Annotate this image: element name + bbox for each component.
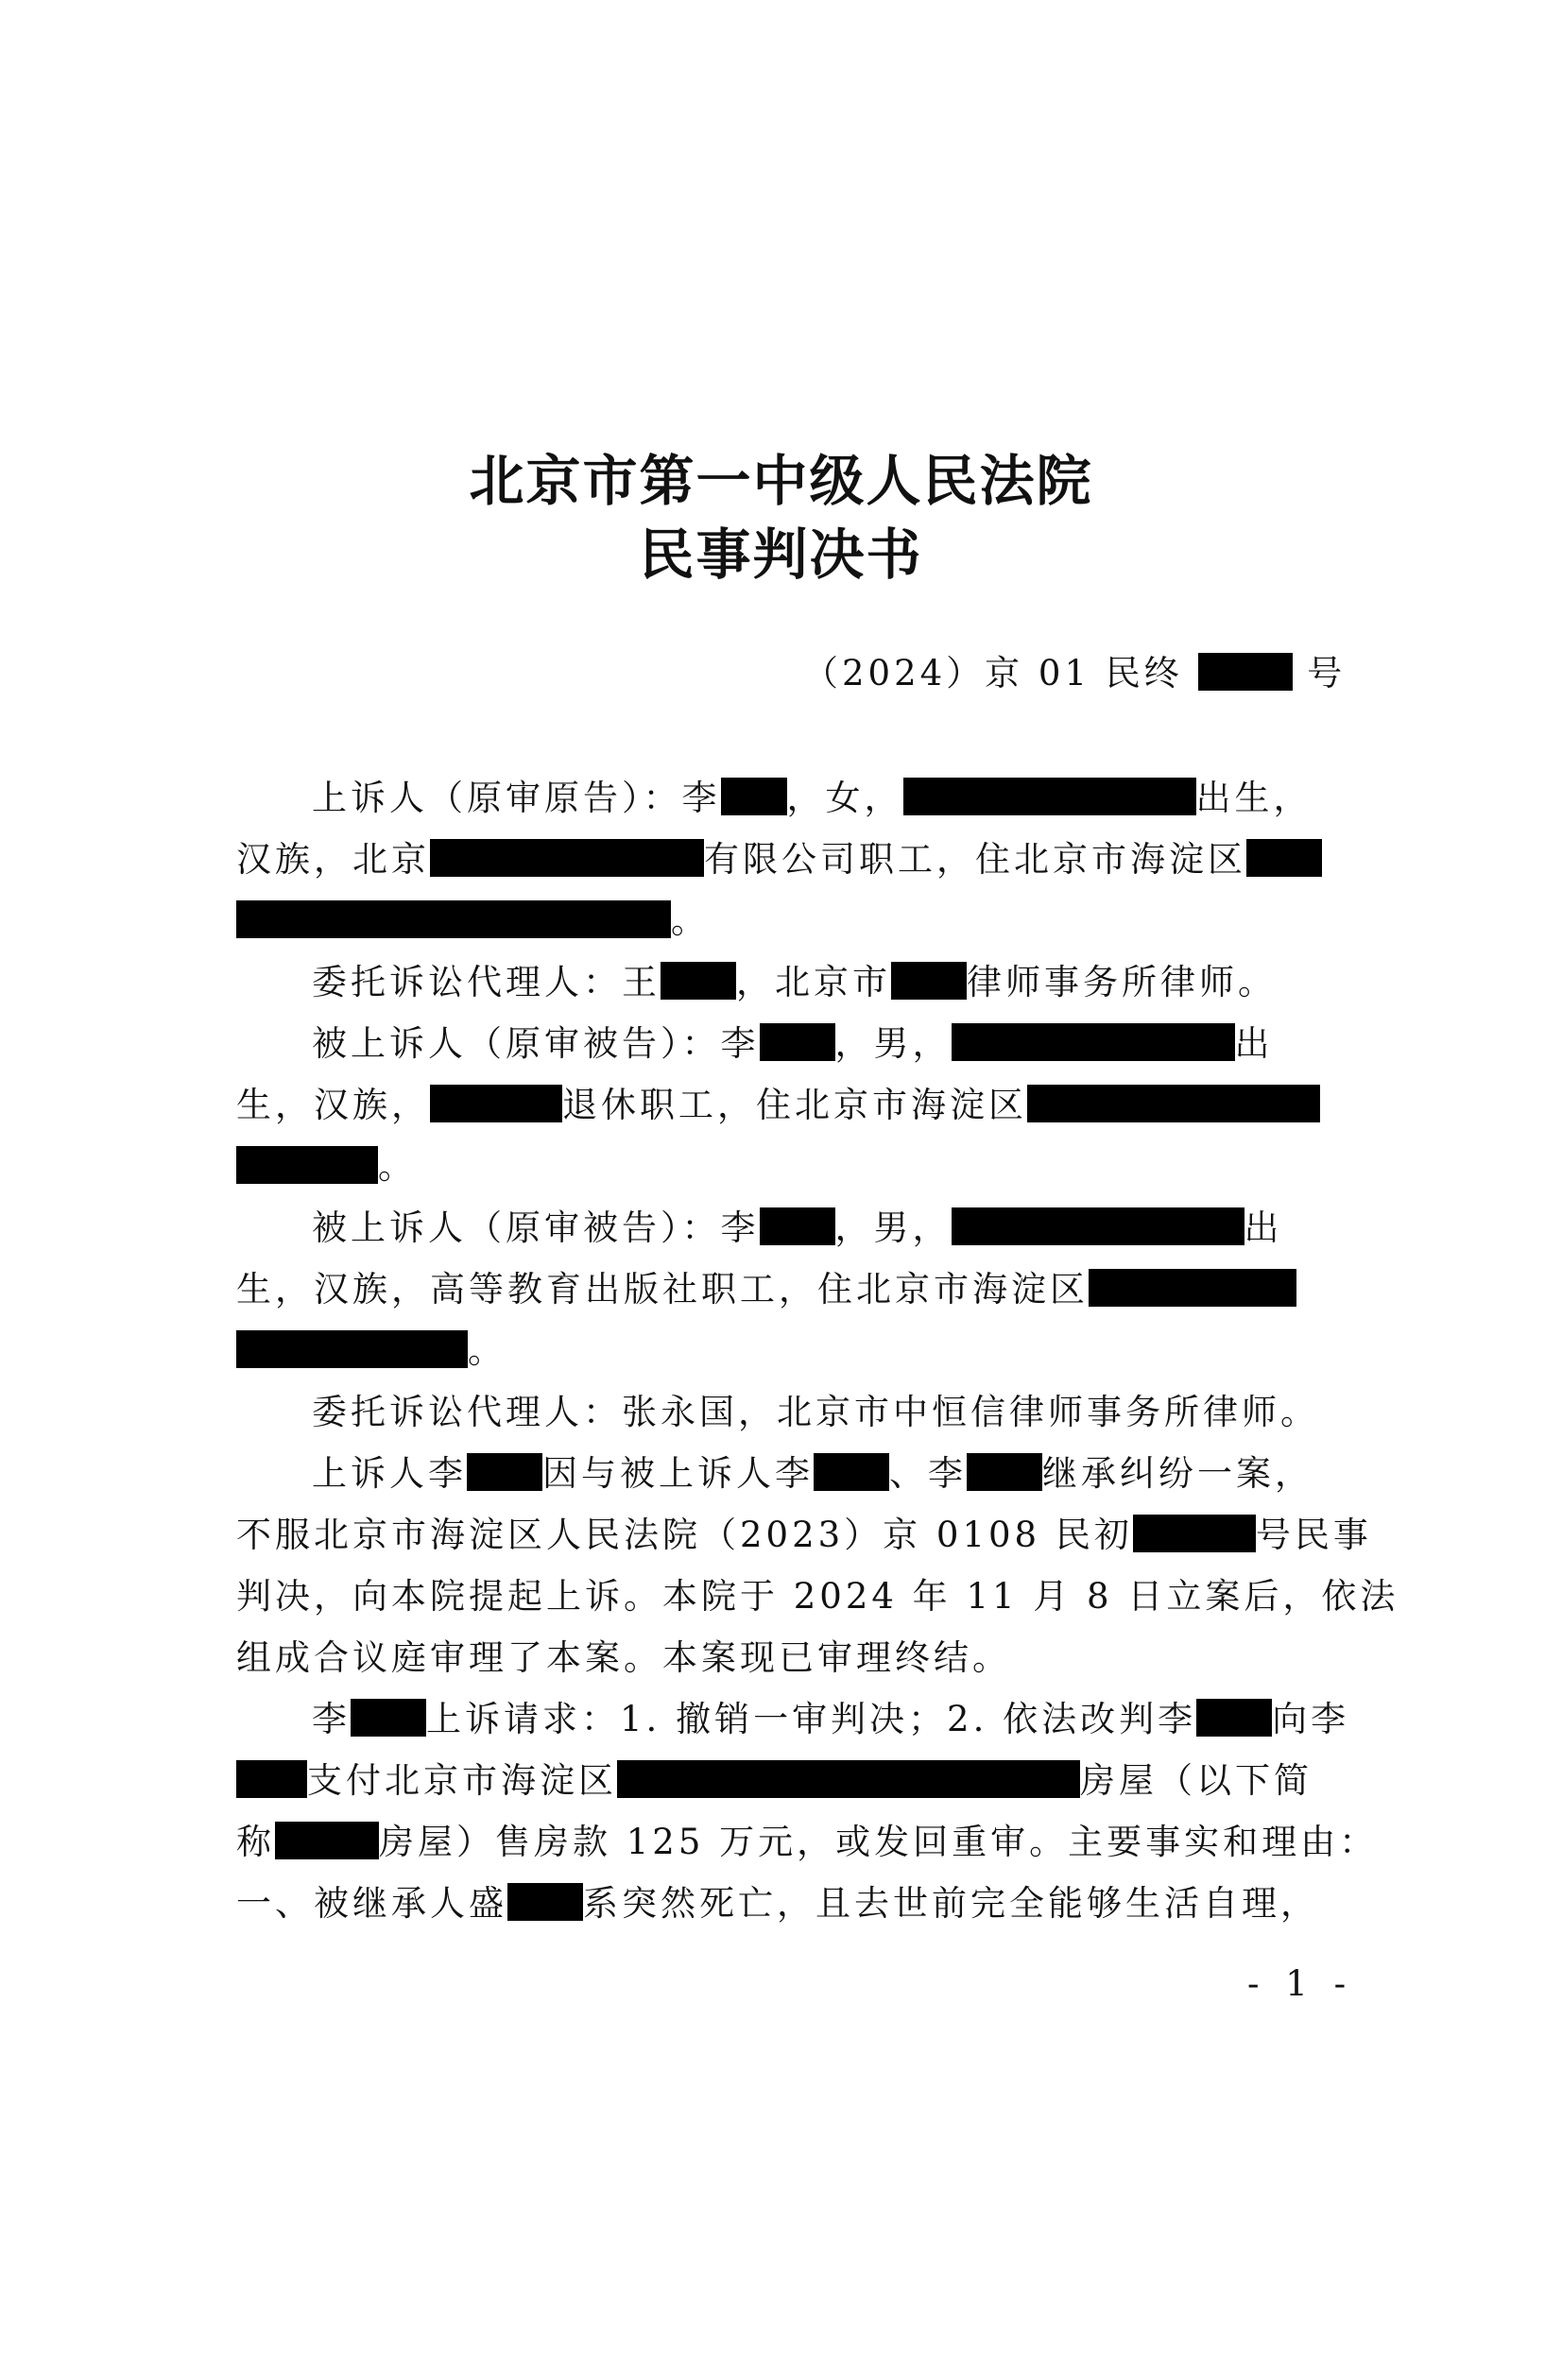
- redaction-box: [236, 1146, 378, 1184]
- redaction-box: [952, 1023, 1235, 1061]
- case-number: [803, 645, 1346, 702]
- redaction-box: [760, 1023, 835, 1061]
- document-type-heading: 民事判决书: [639, 522, 923, 587]
- redaction-box: [236, 1330, 468, 1368]
- appeal-request-line-4: 一、被继承人盛 系突然死亡，且去世前完全能够生活自理，: [236, 1883, 1319, 1924]
- redaction-box: [430, 1085, 562, 1122]
- appellant-line-2: 汉族，北京 有限公司职工，住北京市海淀区: [236, 831, 1332, 888]
- appeal-request-line-2: 支付北京市海淀区 房屋（以下简: [236, 1753, 1332, 1809]
- redaction-box: [952, 1207, 1244, 1245]
- appellee-2-line-1: 被上诉人（原审被告）：李 ，男， 出: [312, 1207, 1283, 1248]
- redaction-box: [1246, 839, 1322, 877]
- appeal-request-line-3: 称 房屋）售房款 125 万元，或发回重审。主要事实和理由：: [236, 1822, 1379, 1862]
- court-name-heading: 北京市第一中级人民法院: [469, 449, 1093, 513]
- appellee-2-line-2: 生，汉族，高等教育出版社职工，住北京市海淀区: [236, 1261, 1332, 1318]
- redaction-box: [721, 778, 787, 815]
- redaction-box: [760, 1207, 835, 1245]
- redaction-box: [467, 1453, 542, 1491]
- redaction-box: [617, 1760, 1080, 1798]
- appellee-agent-line: 委托诉讼代理人：张永国，北京市中恒信律师事务所律师。: [312, 1392, 1319, 1432]
- appellant-line-1: 上诉人（原审原告）：李 ，女， 出生，: [312, 778, 1313, 818]
- redaction-box: [1133, 1515, 1256, 1552]
- redaction-box: [430, 839, 704, 877]
- appellant-agent-line: 委托诉讼代理人：王 ，北京市 律师事务所律师。: [312, 962, 1277, 1002]
- appellee-1-line-3: 。: [236, 1139, 1332, 1195]
- redaction-box: [891, 962, 967, 1000]
- redaction-box: [1198, 653, 1293, 691]
- appellee-2-line-3: 。: [236, 1323, 1332, 1379]
- redaction-box: [967, 1453, 1042, 1491]
- redaction-box: [507, 1883, 583, 1921]
- case-background-line-2: 不服北京市海淀区人民法院（2023）京 0108 民初 号民事: [236, 1515, 1372, 1555]
- page-number: - 1 -: [1247, 1963, 1354, 2004]
- appeal-request-line-1: 李 上诉请求：1. 撤销一审判决；2. 依法改判李 向李: [312, 1699, 1350, 1739]
- case-background-line-3: 判决，向本院提起上诉。本院于 2024 年 11 月 8 日立案后，依法: [236, 1576, 1399, 1617]
- redaction-box: [661, 962, 736, 1000]
- redaction-box: [351, 1699, 426, 1737]
- redaction-box: [236, 1760, 307, 1798]
- redaction-box: [236, 900, 671, 938]
- appellant-line-3: 。: [236, 893, 1332, 950]
- appellee-1-line-1: 被上诉人（原审被告）：李 ，男， 出: [312, 1023, 1274, 1064]
- redaction-box: [275, 1822, 379, 1859]
- redaction-box: [814, 1453, 889, 1491]
- redaction-box: [1196, 1699, 1272, 1737]
- case-number-prefix: （2024）京 01 民终: [803, 653, 1183, 693]
- case-background-line-4: 组成合议庭审理了本案。本案现已审理终结。: [236, 1637, 1011, 1678]
- case-background-line-1: 上诉人李 因与被上诉人李 、李 继承纠纷一案，: [312, 1453, 1313, 1494]
- case-number-suffix: 号: [1307, 653, 1347, 693]
- appellee-1-line-2: 生，汉族， 退休职工，住北京市海淀区: [236, 1077, 1332, 1134]
- redaction-box: [1027, 1085, 1320, 1122]
- redaction-box: [903, 778, 1196, 815]
- redaction-box: [1089, 1269, 1296, 1307]
